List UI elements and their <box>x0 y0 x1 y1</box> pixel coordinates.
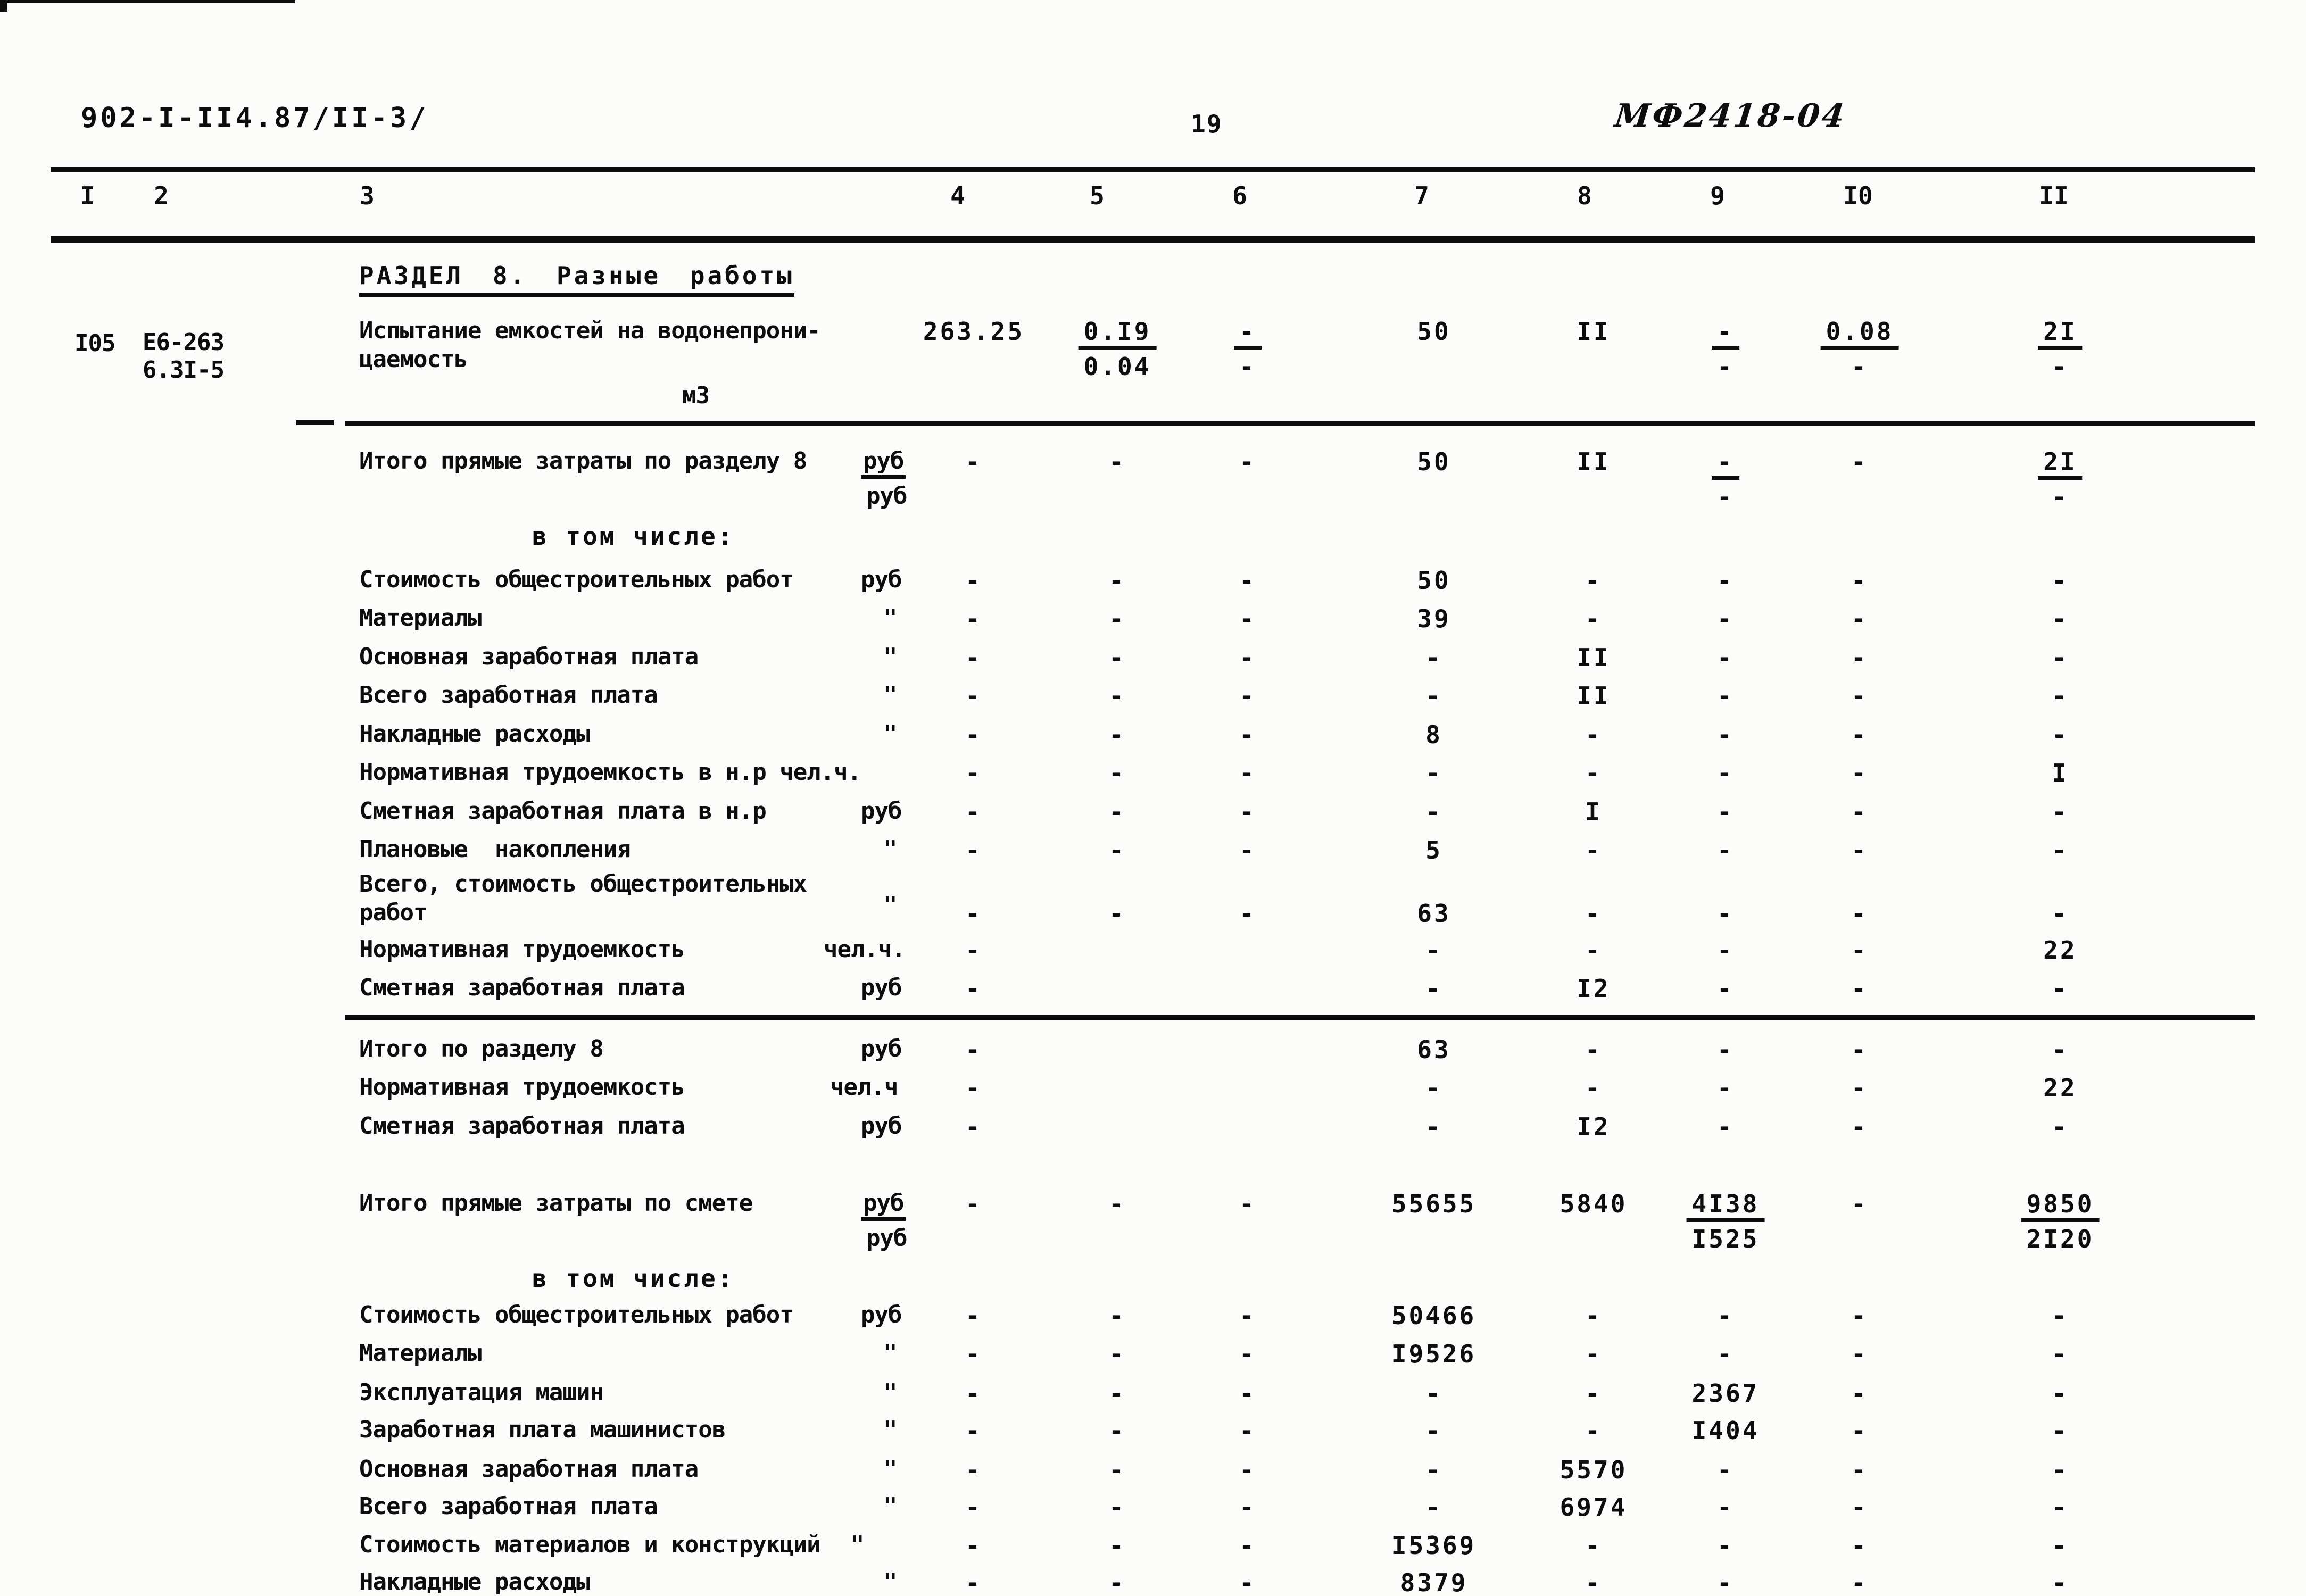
unit-label: " <box>883 1379 897 1406</box>
value-col7: 5 <box>1425 836 1442 864</box>
value-col10: - <box>1851 1112 1868 1141</box>
scan-artifact-corner <box>0 0 7 12</box>
unit-label: " <box>883 604 897 631</box>
reference-code: 6.3I-5 <box>143 356 224 384</box>
column-header-6: 6 <box>1232 181 1247 210</box>
value-col9: - <box>1717 1301 1734 1330</box>
value-col6: - <box>1239 1340 1256 1368</box>
value-col9-secondary: - <box>1717 483 1734 511</box>
horizontal-rule-header <box>51 236 2255 243</box>
value-col11: 22 <box>2043 936 2077 965</box>
value-col10: - <box>1851 1531 1868 1560</box>
value-col7: - <box>1425 936 1442 965</box>
value-col9: 4I38 <box>1687 1192 1765 1222</box>
value-col6: - <box>1239 836 1256 864</box>
value-col4: - <box>965 566 982 595</box>
value-col10: - <box>1851 1190 1868 1218</box>
value-col11: - <box>2052 1035 2069 1064</box>
value-col9: - <box>1717 604 1734 633</box>
value-col10: - <box>1851 1416 1868 1445</box>
unit-label: " <box>883 892 897 919</box>
unit-label: чел.ч <box>830 1074 898 1101</box>
value-col4: - <box>965 643 982 672</box>
column-header-9: 9 <box>1710 181 1725 210</box>
column-header-8: 8 <box>1577 181 1592 210</box>
value-col9: - <box>1717 1112 1734 1141</box>
value-col11: - <box>2052 1493 2069 1522</box>
unit-label: руб <box>866 483 907 510</box>
value-col9: - <box>1717 1074 1734 1102</box>
value-col8: - <box>1585 1416 1602 1445</box>
row-label: Нормативная трудоемкость <box>359 1074 685 1101</box>
value-col5: - <box>1109 1531 1126 1560</box>
value-col10: - <box>1851 797 1868 826</box>
value-col6: - <box>1239 604 1256 633</box>
row-label: в том числе: <box>532 522 735 551</box>
value-col9-secondary: I525 <box>1691 1225 1760 1253</box>
value-col8: - <box>1585 566 1602 595</box>
value-col9: - <box>1717 566 1734 595</box>
value-col9: - <box>1712 319 1739 350</box>
value-col5: - <box>1109 1379 1126 1408</box>
value-col9: - <box>1717 974 1734 1003</box>
value-col11: - <box>2052 1301 2069 1330</box>
column-header-II: II <box>2039 181 2069 210</box>
value-col5: - <box>1109 720 1126 749</box>
value-col7: 63 <box>1417 1035 1451 1064</box>
value-col11: - <box>2052 1531 2069 1560</box>
value-col11: - <box>2052 1568 2069 1596</box>
value-col4: - <box>965 1493 982 1522</box>
value-col10: - <box>1851 1301 1868 1330</box>
value-col4: - <box>965 1190 982 1218</box>
column-header-7: 7 <box>1414 181 1429 210</box>
value-col4: - <box>965 447 982 476</box>
value-col8: II <box>1577 681 1611 710</box>
value-col11: 22 <box>2043 1074 2077 1102</box>
value-col7: 55655 <box>1391 1190 1476 1218</box>
unit-label: " <box>883 1456 897 1483</box>
value-col6: - <box>1239 1493 1256 1522</box>
value-col7: 50 <box>1417 566 1451 595</box>
unit-label: руб <box>861 450 906 479</box>
unit-label: " <box>883 720 897 747</box>
value-col7: - <box>1425 974 1442 1003</box>
value-col8: 6974 <box>1560 1493 1628 1522</box>
value-col7: 50466 <box>1391 1301 1476 1330</box>
value-col4: - <box>965 1301 982 1330</box>
row-label: Стоимость общестроительных работ <box>359 566 793 593</box>
unit-label: " <box>850 1531 864 1558</box>
unit-label: руб <box>861 974 902 1001</box>
value-col7: I9526 <box>1391 1340 1476 1368</box>
value-col7: 8379 <box>1400 1568 1468 1596</box>
unit-label: " <box>883 643 897 670</box>
value-col6: - <box>1239 643 1256 672</box>
unit-label: руб <box>866 1225 907 1252</box>
value-col11: - <box>2052 720 2069 749</box>
row-label: Сметная заработная плата <box>359 974 685 1001</box>
value-col8: I2 <box>1577 974 1611 1003</box>
page-number: 19 <box>1191 110 1223 138</box>
unit-label: " <box>883 681 897 709</box>
value-col9: - <box>1717 836 1734 864</box>
unit-label: руб <box>861 1192 906 1221</box>
value-col7: - <box>1425 643 1442 672</box>
value-col5: - <box>1109 1301 1126 1330</box>
value-col5: - <box>1109 1416 1126 1445</box>
value-col9: - <box>1717 1568 1734 1596</box>
column-header-I: I <box>80 181 95 210</box>
row-label: Материалы <box>359 1340 482 1367</box>
value-col11: - <box>2052 604 2069 633</box>
row-label: Нормативная трудоемкость в н.р чел.ч. <box>359 759 861 786</box>
value-col6: - <box>1239 1531 1256 1560</box>
value-col4: - <box>965 936 982 965</box>
value-col11: - <box>2052 1340 2069 1368</box>
value-col10: - <box>1851 720 1868 749</box>
value-col4: - <box>965 1035 982 1064</box>
value-col4: - <box>965 836 982 864</box>
value-col4: - <box>965 1340 982 1368</box>
value-col7: I5369 <box>1391 1531 1476 1560</box>
row-label: в том числе: <box>532 1264 735 1293</box>
value-col4: - <box>965 1074 982 1102</box>
column-header-3: 3 <box>360 181 375 210</box>
value-col7: - <box>1425 1493 1442 1522</box>
unit-label: " <box>883 836 897 863</box>
row-label: работ <box>359 899 427 926</box>
unit-label: руб <box>861 566 902 593</box>
value-col4: - <box>965 797 982 826</box>
value-col6: - <box>1239 720 1256 749</box>
value-col8: I2 <box>1577 1112 1611 1141</box>
value-col7: 50 <box>1417 317 1451 346</box>
unit-label: руб <box>861 1035 902 1062</box>
unit-label: чел.ч. <box>824 936 905 963</box>
row-label: Материалы <box>359 604 482 631</box>
value-col11-secondary: 2I20 <box>2026 1225 2094 1253</box>
value-col6: - <box>1239 1301 1256 1330</box>
handwritten-stamp: МФ2418-04 <box>1613 97 1848 135</box>
value-col5: - <box>1109 447 1126 476</box>
value-col8: II <box>1577 317 1611 346</box>
value-col5-secondary: 0.04 <box>1083 352 1151 381</box>
value-col5: - <box>1109 1340 1126 1368</box>
value-col5: - <box>1109 1456 1126 1484</box>
value-col4: - <box>965 1112 982 1141</box>
row-label: Стоимость общестроительных работ <box>359 1301 793 1328</box>
value-col11: 2I <box>2038 319 2082 350</box>
value-col6: - <box>1239 681 1256 710</box>
value-col7: - <box>1425 1112 1442 1141</box>
value-col11: - <box>2052 566 2069 595</box>
row-label: Основная заработная плата <box>359 643 699 670</box>
value-col10: - <box>1851 1074 1868 1102</box>
value-col7: - <box>1425 1416 1442 1445</box>
value-col5: - <box>1109 1568 1126 1596</box>
scan-artifact-line <box>0 0 295 3</box>
row-label: Итого прямые затраты по смете <box>359 1190 753 1217</box>
value-col8: 5570 <box>1560 1456 1628 1484</box>
value-col4: - <box>965 759 982 787</box>
column-header-2: 2 <box>154 181 169 210</box>
value-col7: - <box>1425 1074 1442 1102</box>
value-col5: - <box>1109 759 1126 787</box>
value-col7: 50 <box>1417 447 1451 476</box>
value-col9: I404 <box>1691 1416 1760 1445</box>
value-col9: - <box>1717 936 1734 965</box>
item-number: I05 <box>74 330 115 357</box>
row-label: Испытание емкостей на водонепрони- <box>359 317 820 344</box>
value-col9: - <box>1717 1340 1734 1368</box>
value-col8: - <box>1585 836 1602 864</box>
value-col8: - <box>1585 1301 1602 1330</box>
value-col11: - <box>2052 643 2069 672</box>
section-title: РАЗДЕЛ 8. Разные работы <box>359 263 794 297</box>
value-col8: 5840 <box>1560 1190 1628 1218</box>
value-col4: - <box>965 720 982 749</box>
value-col10: - <box>1851 1456 1868 1484</box>
value-col5: - <box>1109 681 1126 710</box>
row-label: Всего заработная плата <box>359 681 658 709</box>
value-col11: - <box>2052 1112 2069 1141</box>
value-col7: - <box>1425 759 1442 787</box>
column-header-5: 5 <box>1090 181 1105 210</box>
value-col10: 0.08 <box>1821 319 1899 350</box>
row-label: Сметная заработная плата <box>359 1112 685 1140</box>
row-label: Стоимость материалов и конструкций <box>359 1531 820 1558</box>
value-col4: - <box>965 1456 982 1484</box>
value-col11: - <box>2052 681 2069 710</box>
unit-label: м3 <box>682 382 709 409</box>
value-col6: - <box>1239 1416 1256 1445</box>
row-label: Сметная заработная плата в н.р <box>359 797 766 825</box>
value-col8: - <box>1585 604 1602 633</box>
column-header-4: 4 <box>950 181 965 210</box>
value-col11: - <box>2052 836 2069 864</box>
value-col8: II <box>1577 447 1611 476</box>
value-col5: - <box>1109 604 1126 633</box>
row-label: Итого по разделу 8 <box>359 1035 603 1062</box>
value-col7: 8 <box>1425 720 1442 749</box>
value-col9: - <box>1717 899 1734 928</box>
value-col9: 2367 <box>1691 1379 1760 1408</box>
value-col6: - <box>1239 797 1256 826</box>
value-col6: - <box>1239 1379 1256 1408</box>
document-number: 902-I-II4.87/II-3/ <box>81 102 429 134</box>
value-col6: - <box>1234 319 1262 350</box>
value-col9: - <box>1717 720 1734 749</box>
value-col6: - <box>1239 447 1256 476</box>
row-label: Эксплуатация машин <box>359 1379 603 1406</box>
value-col10: - <box>1851 759 1868 787</box>
value-col7: - <box>1425 1379 1442 1408</box>
value-col8: - <box>1585 1074 1602 1102</box>
horizontal-rule-segment <box>296 420 334 425</box>
value-col10: - <box>1851 1493 1868 1522</box>
row-label: Всего, стоимость общестроительных <box>359 870 807 897</box>
value-col5: - <box>1109 797 1126 826</box>
value-col8: - <box>1585 899 1602 928</box>
unit-label: " <box>883 1568 897 1595</box>
value-col10: - <box>1851 1568 1868 1596</box>
value-col10: - <box>1851 836 1868 864</box>
value-col5: 0.I9 <box>1079 319 1157 350</box>
value-col6-secondary: - <box>1239 352 1256 381</box>
value-col5: - <box>1109 566 1126 595</box>
value-col6: - <box>1239 899 1256 928</box>
value-col9-secondary: - <box>1717 352 1734 381</box>
value-col4: 263.25 <box>923 317 1025 346</box>
value-col6: - <box>1239 1568 1256 1596</box>
value-col9: - <box>1717 1035 1734 1064</box>
value-col8: I <box>1585 797 1602 826</box>
row-label: Плановые накопления <box>359 836 631 863</box>
value-col6: - <box>1239 566 1256 595</box>
row-label: Всего заработная плата <box>359 1493 658 1520</box>
unit-label: руб <box>861 1112 902 1140</box>
value-col8: - <box>1585 936 1602 965</box>
value-col9: - <box>1712 450 1739 480</box>
value-col10: - <box>1851 1340 1868 1368</box>
horizontal-rule-section-total <box>345 1015 2255 1020</box>
value-col11: - <box>2052 1416 2069 1445</box>
value-col11: 2I <box>2038 450 2082 480</box>
value-col8: - <box>1585 1531 1602 1560</box>
value-col7: 63 <box>1417 899 1451 928</box>
value-col7: - <box>1425 797 1442 826</box>
value-col4: - <box>965 1379 982 1408</box>
value-col5: - <box>1109 899 1126 928</box>
row-label: цаемость <box>359 346 468 373</box>
unit-label: " <box>883 1493 897 1520</box>
unit-label: " <box>883 1416 897 1443</box>
value-col4: - <box>965 1416 982 1445</box>
value-col9: - <box>1717 643 1734 672</box>
value-col5: - <box>1109 1493 1126 1522</box>
value-col9: - <box>1717 1493 1734 1522</box>
value-col7: - <box>1425 681 1442 710</box>
value-col10: - <box>1851 974 1868 1003</box>
value-col5: - <box>1109 1190 1126 1218</box>
value-col10: - <box>1851 681 1868 710</box>
value-col4: - <box>965 899 982 928</box>
value-col10: - <box>1851 604 1868 633</box>
value-col8: - <box>1585 759 1602 787</box>
value-col11-secondary: - <box>2052 483 2069 511</box>
value-col11: 9850 <box>2021 1192 2100 1222</box>
value-col5: - <box>1109 643 1126 672</box>
value-col6: - <box>1239 1456 1256 1484</box>
value-col11: - <box>2052 974 2069 1003</box>
value-col4: - <box>965 1568 982 1596</box>
value-col10: - <box>1851 1035 1868 1064</box>
column-header-I0: I0 <box>1843 181 1873 210</box>
value-col5: - <box>1109 836 1126 864</box>
reference-code: Е6-263 <box>143 329 224 356</box>
value-col10: - <box>1851 643 1868 672</box>
value-col6: - <box>1239 759 1256 787</box>
value-col10: - <box>1851 566 1868 595</box>
value-col8: - <box>1585 1035 1602 1064</box>
value-col7: 39 <box>1417 604 1451 633</box>
value-col9: - <box>1717 759 1734 787</box>
value-col8: - <box>1585 720 1602 749</box>
row-label: Заработная плата машинистов <box>359 1416 726 1443</box>
unit-label: руб <box>861 1301 902 1328</box>
value-col9: - <box>1717 1456 1734 1484</box>
value-col4: - <box>965 1531 982 1560</box>
row-label: Накладные расходы <box>359 720 590 747</box>
value-col10: - <box>1851 447 1868 476</box>
value-col10: - <box>1851 1379 1868 1408</box>
unit-label: " <box>883 1340 897 1367</box>
unit-label: руб <box>861 797 902 825</box>
value-col8: - <box>1585 1379 1602 1408</box>
value-col8: - <box>1585 1568 1602 1596</box>
row-label: Нормативная трудоемкость <box>359 936 685 963</box>
value-col9: - <box>1717 1531 1734 1560</box>
row-label: Основная заработная плата <box>359 1456 699 1483</box>
row-label: Накладные расходы <box>359 1568 590 1595</box>
value-col4: - <box>965 604 982 633</box>
value-col7: - <box>1425 1456 1442 1484</box>
value-col11-secondary: - <box>2052 352 2069 381</box>
value-col4: - <box>965 681 982 710</box>
value-col9: - <box>1717 681 1734 710</box>
value-col11: I <box>2052 759 2069 787</box>
value-col11: - <box>2052 797 2069 826</box>
horizontal-rule-top <box>51 167 2255 172</box>
value-col10: - <box>1851 899 1868 928</box>
value-col9: - <box>1717 797 1734 826</box>
value-col10-secondary: - <box>1851 352 1868 381</box>
value-col8: - <box>1585 1340 1602 1368</box>
horizontal-rule-row105 <box>345 421 2255 426</box>
value-col4: - <box>965 974 982 1003</box>
value-col6: - <box>1239 1190 1256 1218</box>
value-col11: - <box>2052 1456 2069 1484</box>
value-col10: - <box>1851 936 1868 965</box>
row-label: Итого прямые затраты по разделу 8 <box>359 447 807 475</box>
value-col11: - <box>2052 1379 2069 1408</box>
value-col11: - <box>2052 899 2069 928</box>
value-col8: II <box>1577 643 1611 672</box>
